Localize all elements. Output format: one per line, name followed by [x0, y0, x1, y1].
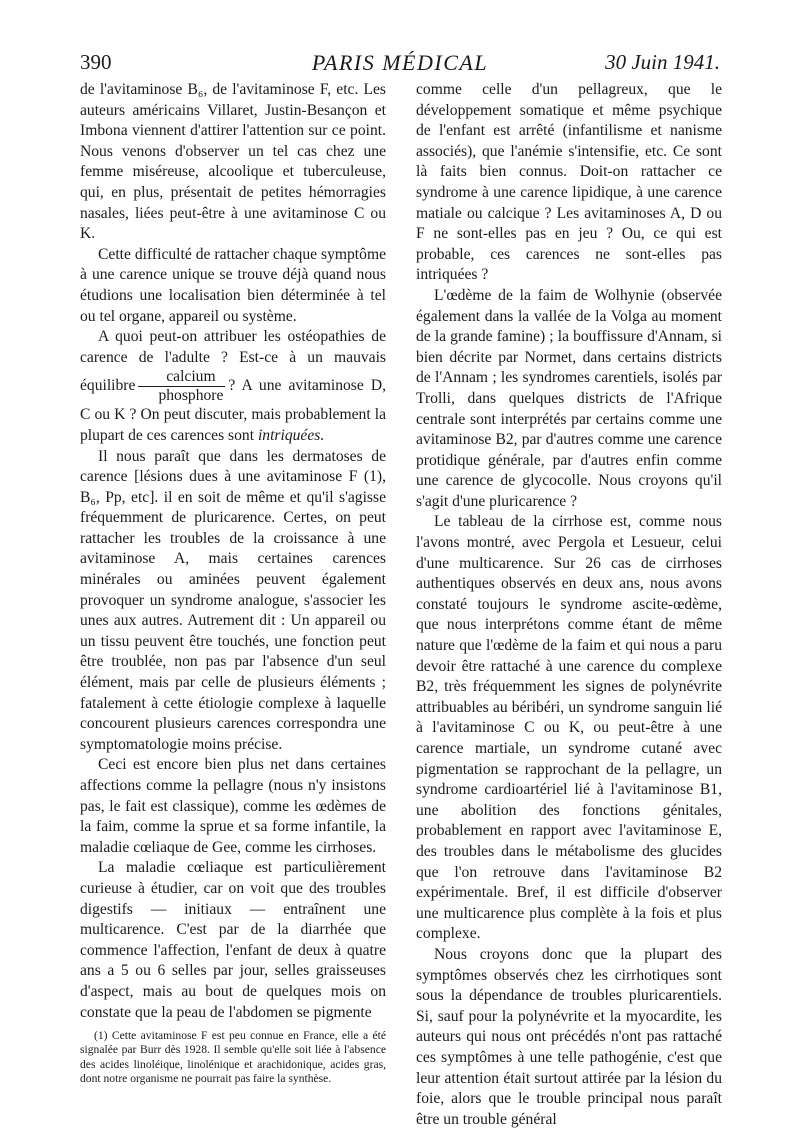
journal-title: PARIS MÉDICAL: [311, 50, 489, 75]
paragraph: [80, 327, 386, 446]
fraction: [138, 368, 225, 405]
fraction-numerator: calcium: [138, 368, 225, 387]
issue-date: 30 Juin 1941.: [605, 50, 720, 74]
paragraph: Nous croyons donc que la plupart des symptômes observés chez les cirrhotiques sont sous la dépendance de troubles pluricarentiels. Si, sauf pour la polynévrite et la myocardite, les auteurs qui nous ont précédés n'ont pas rattaché ces symptômes à une telle pathogénie, c'est que leur attention était surtout attirée par la lésion du foie, alors que le trouble principal nous paraît être un trouble général: [416, 945, 722, 1128]
running-header: [80, 50, 720, 80]
emphasis: intriquées.: [257, 426, 325, 444]
paragraph: La maladie cœliaque est particulièrement curieuse à étudier, car on voit que des troubles digestifs — initiaux — entraînent une multicarence. C'est par de la diarrhée que commence l'affection, l'enfant de deux à quatre ans a 5 ou 6 selles par jour, selles graisseuses d'aspect, mais au bout de quelques mois on constate que la peau de l'abdomen se pigmente: [80, 859, 386, 1021]
fraction-denominator: phosphore: [158, 387, 224, 405]
paragraph: Ceci est encore bien plus net dans certaines affections comme la pellagre (nous n'y insistons pas, le fait est classique), comme les œdèmes de la faim, comme la sprue et sa forme infantile, la maladie cœliaque de Gee, comme les cirrhoses.: [80, 756, 386, 856]
paragraph: de l'avitaminose B₆, de l'avitaminose F, etc. Les auteurs américains Villaret, Justin-Besançon et Imbona viennent d'attirer l'attention sur ce point. Nous venons d'observer un tel cas chez une femme miséreuse, alcoolique et tuberculeuse, qui, en plus, présentait de petites hémorragies nasales, liées peut-être à une avitaminose C ou K.: [80, 81, 386, 243]
paragraph: L'œdème de la faim de Wolhynie (observée également dans la vallée de la Volga au moment de la grande famine) ; la bouffissure d'Annam, si bien décrite par Normet, dans certains districts de l'Annam ; les syndromes carentiels, isolés par Trolli, dans quelques districts de l'Afrique centrale sont interprétés par certains comme une avitaminose B2, par d'autres comme une carence protidique générale, par d'autres enfin comme une carence de glycocolle. Nous croyons qu'il s'agit d'une pluricarence ?: [416, 286, 722, 510]
left-column: [80, 80, 386, 1086]
paragraph: Il nous paraît que dans les dermatoses de carence [lésions dues à une avitaminose F (1), B₆, Pp, etc]. il en soit de même et qu'il s'agisse fréquemment de pluricarence. Certes, on peut rattacher les troubles de la croissance à une avitaminose A, mais certaines carences minérales ou aminées peuvent également provoquer un syndrome analogue, s'associer les unes aux autres. Autrement dit : Un appareil ou un tissu peuvent être touchés, une fonction peut être troublée, non pas par l'absence d'un seul élément, mais par celle de plusieurs éléments ; fatalement à cette étiologie complexe à laquelle concourent plusieurs carences correspondra une symptomatologie moins précise.: [80, 447, 386, 753]
paragraph: Le tableau de la cirrhose est, comme nous l'avons montré, avec Pergola et Lesueur, celui d'une multicarence. Sur 26 cas de cirrhoses authentiques observés en deux ans, nous avons constaté toujours le syndrome ascite-œdème, que nous interprétons comme étant de même nature que l'œdème de la faim et qui nous a paru devoir être rattaché à une carence du complexe B2, très fréquemment les signes de polynévrite attribuables au béribéri, un syndrome sanguin lié à l'avitaminose C ou K, ou peut-être à une carence martiale, un syndrome cutané avec pigmentation se rapprochant de la pellagre, un syndrome cardioartériel lié à l'avitaminose B1, une abolition des fonctions génitales, probablement en rapport avec l'avitaminose E, des troubles dans le métabolisme des glucides que l'on retrouve dans l'avitaminose B2 expérimentale. Bref, il est difficile d'observer une multicarence plus complète à la fois et plus complexe.: [416, 513, 722, 943]
footnote-text: (1) Cette avitaminose F est peu connue en France, elle a été signalée par Burr dès 1928. Il semble qu'elle soit liée à l'absence des acides linoléique, linolénique et arachidonique, acides gras, dont notre organisme ne pourrait pas faire la synthèse.: [80, 1029, 386, 1085]
paragraph-text: A quoi peut-on attribuer les ostéopathies de carence de l'adulte ? Est-ce à un mauvais équilibre: [80, 328, 386, 395]
footnote: [80, 1029, 386, 1086]
paragraph-text: ? A une avitaminose D, C ou K ? On peut discuter, mais probablement la plupart de ces carences sont: [80, 377, 386, 444]
paragraph: comme celle d'un pellagreux, que le développement somatique et même psychique de l'enfant est arrêté (infantilisme et nanisme associés), que l'anémie s'intensifie, etc. Ce sont là faits bien connus. Doit-on rattacher ce syndrome à une carence lipidique, à une carence matiale ou calcique ? Les avitaminoses A, D ou F ne sont-elles pas en jeu ? Ou, ce qui est probable, ces carences ne sont-elles pas intriquées ?: [416, 81, 722, 284]
page-number: 390: [80, 50, 112, 74]
paragraph: Cette difficulté de rattacher chaque symptôme à une carence unique se trouve déjà quand nous étudions une localisation bien déterminée à tel ou tel organe, appareil ou système.: [80, 245, 386, 325]
right-column: [416, 80, 722, 1130]
